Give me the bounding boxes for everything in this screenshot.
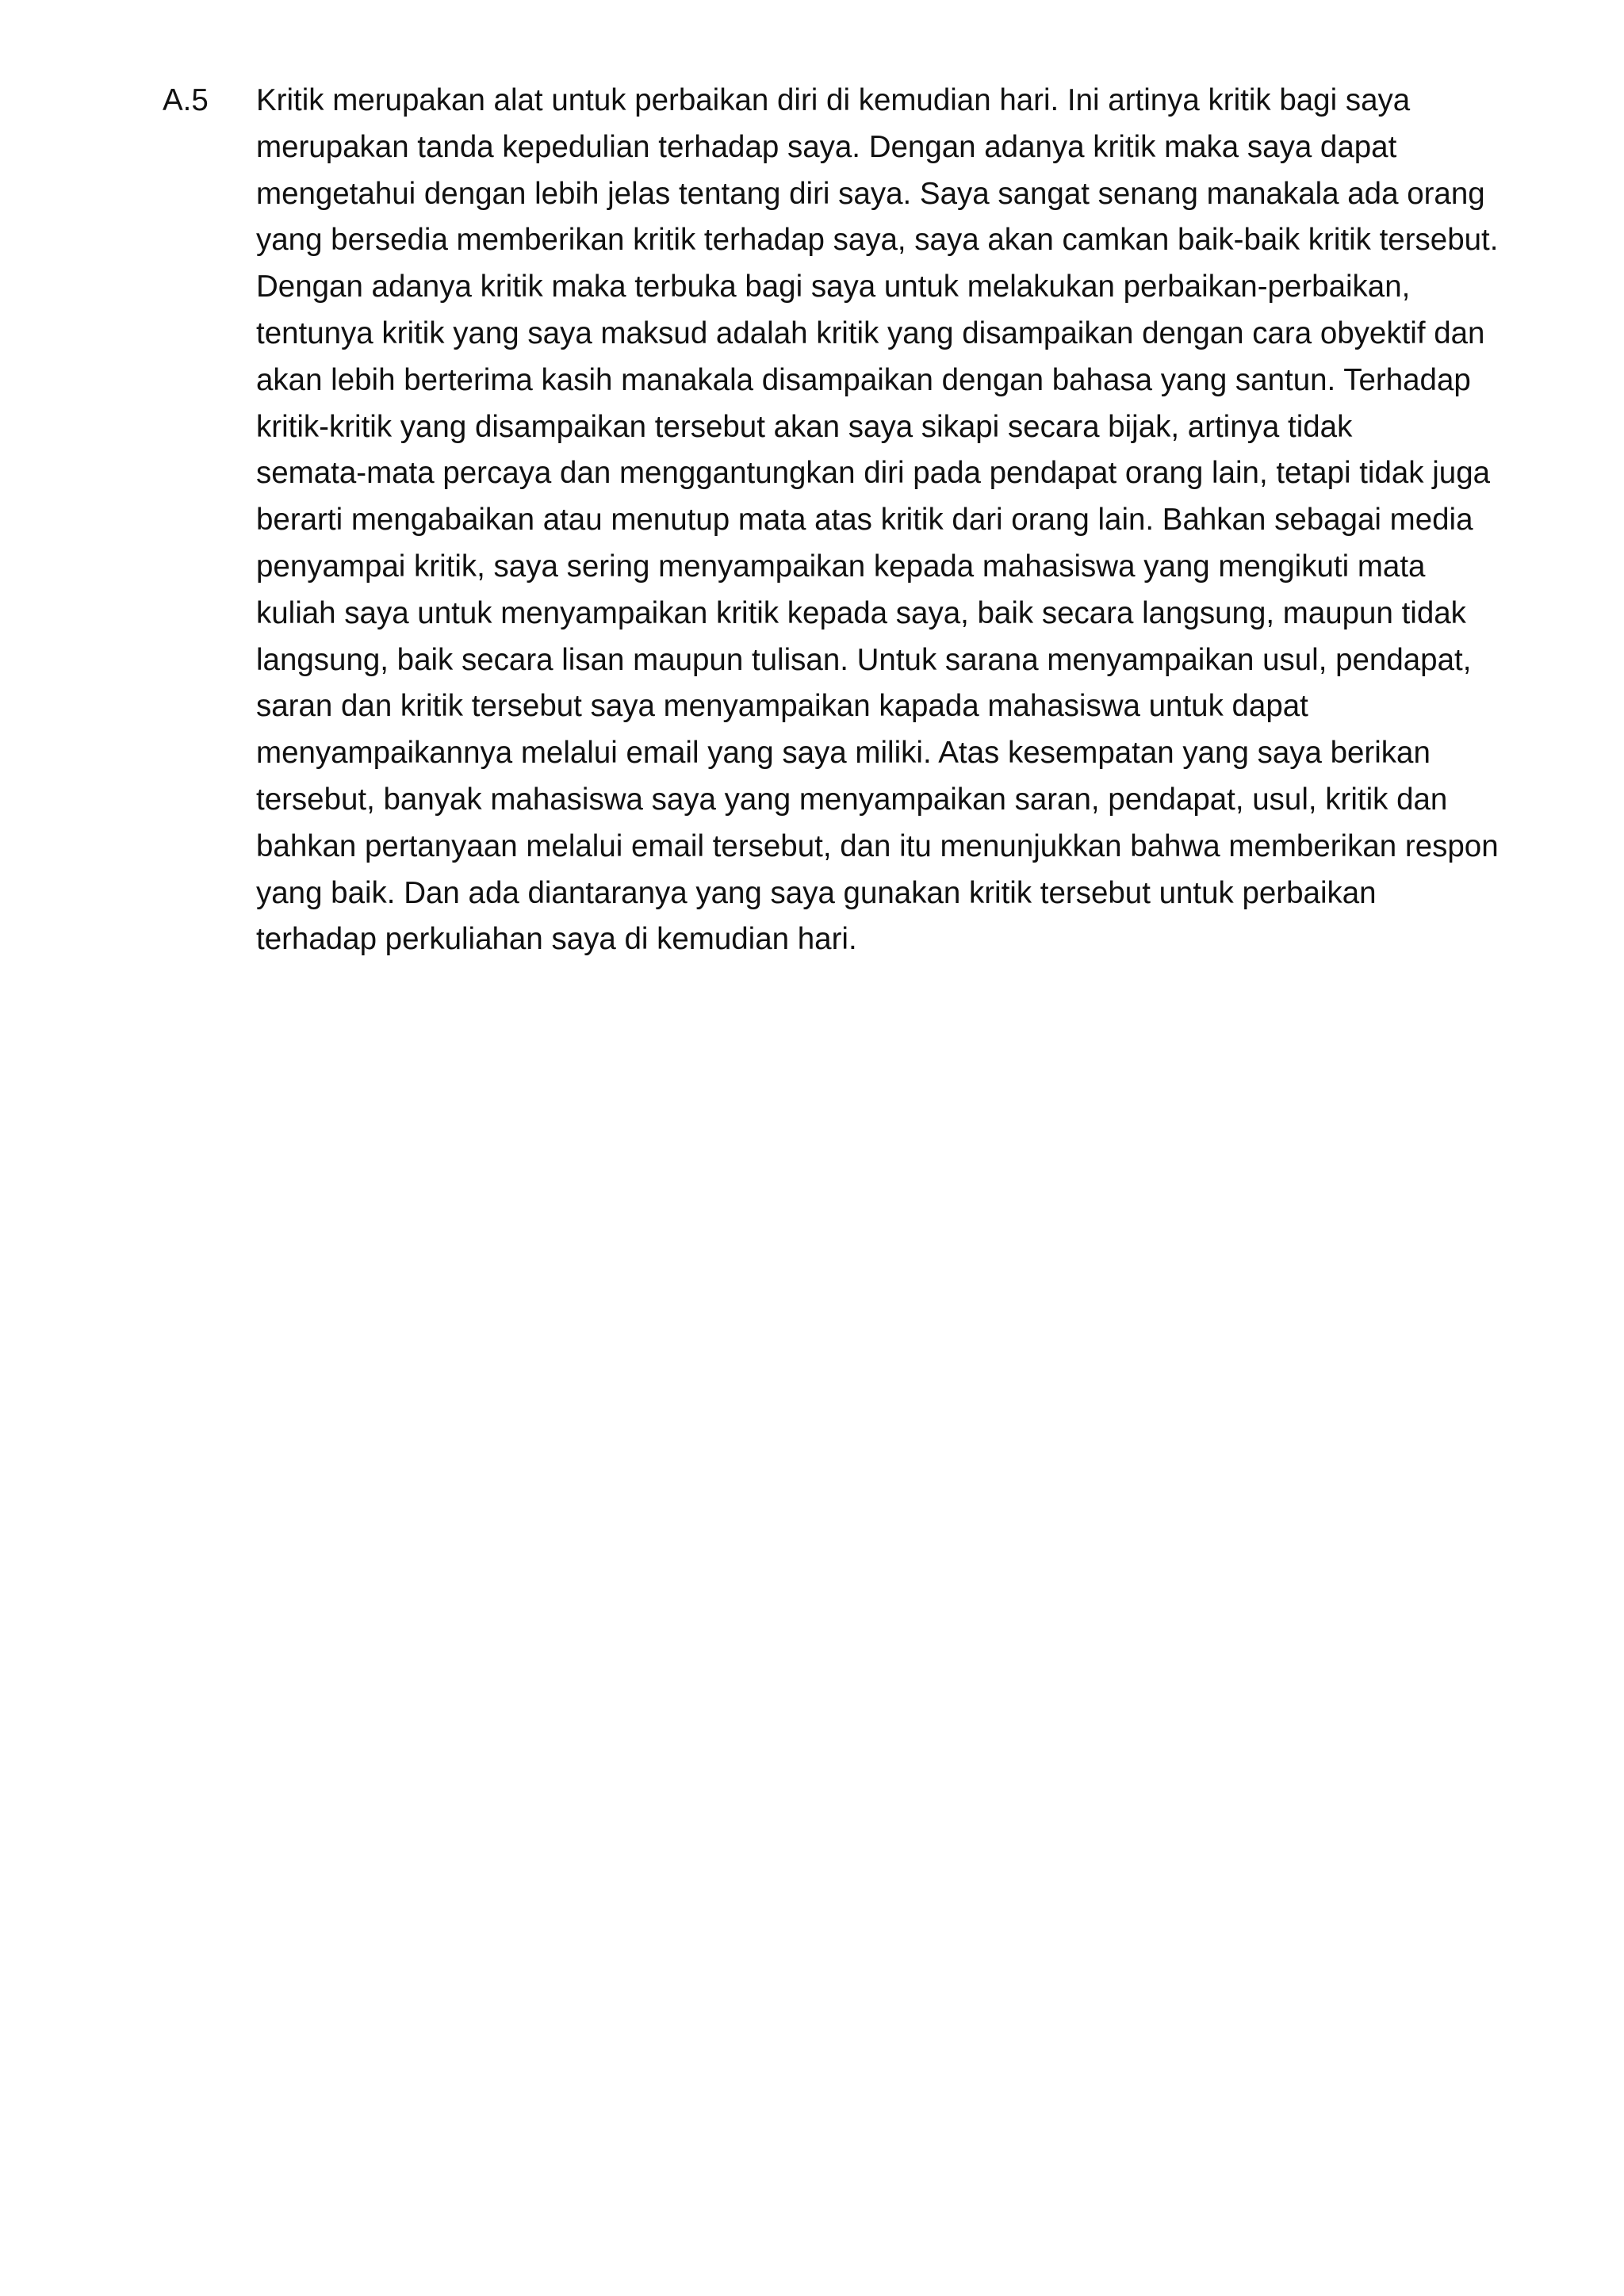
section-number: A.5: [163, 83, 209, 117]
paragraph-line: penyampai kritik, saya sering menyampaikan kepada mahasiswa yang mengikuti mata: [256, 549, 1426, 584]
paragraph-line: terhadap perkuliahan saya di kemudian hari.: [256, 922, 857, 957]
paragraph-line: Kritik merupakan alat untuk perbaikan diri di kemudian hari. Ini artinya kritik bagi saya: [256, 83, 1411, 117]
paragraph-line: yang bersedia memberikan kritik terhadap saya, saya akan camkan baik-baik kritik tersebut.: [256, 223, 1499, 258]
paragraph-line: kuliah saya untuk menyampaikan kritik kepada saya, baik secara langsung, maupun tidak: [256, 595, 1466, 630]
paragraph-line: yang baik. Dan ada diantaranya yang saya gunakan kritik tersebut untuk perbaikan: [256, 875, 1377, 910]
section-a5: [163, 78, 1499, 963]
paragraph-line: saran dan kritik tersebut saya menyampaikan kapada mahasiswa untuk dapat: [256, 689, 1308, 724]
paragraph-line: akan lebih berterima kasih manakala disampaikan dengan bahasa yang santun. Terhadap: [256, 362, 1471, 397]
paragraph-line: menyampaikannya melalui email yang saya miliki. Atas kesempatan yang saya berikan: [256, 736, 1431, 771]
paragraph-line: kritik-kritik yang disampaikan tersebut akan saya sikapi secara bijak, artinya tidak: [256, 409, 1353, 444]
section-paragraph: [256, 78, 1499, 963]
paragraph-line: langsung, baik secara lisan maupun tulisan. Untuk sarana menyampaikan usul, pendapat,: [256, 642, 1472, 677]
paragraph-line: semata-mata percaya dan menggantungkan diri pada pendapat orang lain, tetapi tidak juga: [256, 456, 1491, 491]
paragraph-line: bahkan pertanyaan melalui email tersebut, dan itu menunjukkan bahwa memberikan respon: [256, 828, 1499, 863]
paragraph-line: tersebut, banyak mahasiswa saya yang menyampaikan saran, pendapat, usul, kritik dan: [256, 782, 1448, 817]
paragraph-line: Dengan adanya kritik maka terbuka bagi saya untuk melakukan perbaikan-perbaikan,: [256, 270, 1411, 304]
paragraph-line: merupakan tanda kepedulian terhadap saya. Dengan adanya kritik maka saya dapat: [256, 129, 1397, 164]
paragraph-line: tentunya kritik yang saya maksud adalah kritik yang disampaikan dengan cara obyektif dan: [256, 316, 1485, 350]
paragraph-line: berarti mengabaikan atau menutup mata atas kritik dari orang lain. Bahkan sebagai media: [256, 503, 1473, 538]
paragraph-line: mengetahui dengan lebih jelas tentang diri saya. Saya sangat senang manakala ada orang: [256, 176, 1485, 211]
